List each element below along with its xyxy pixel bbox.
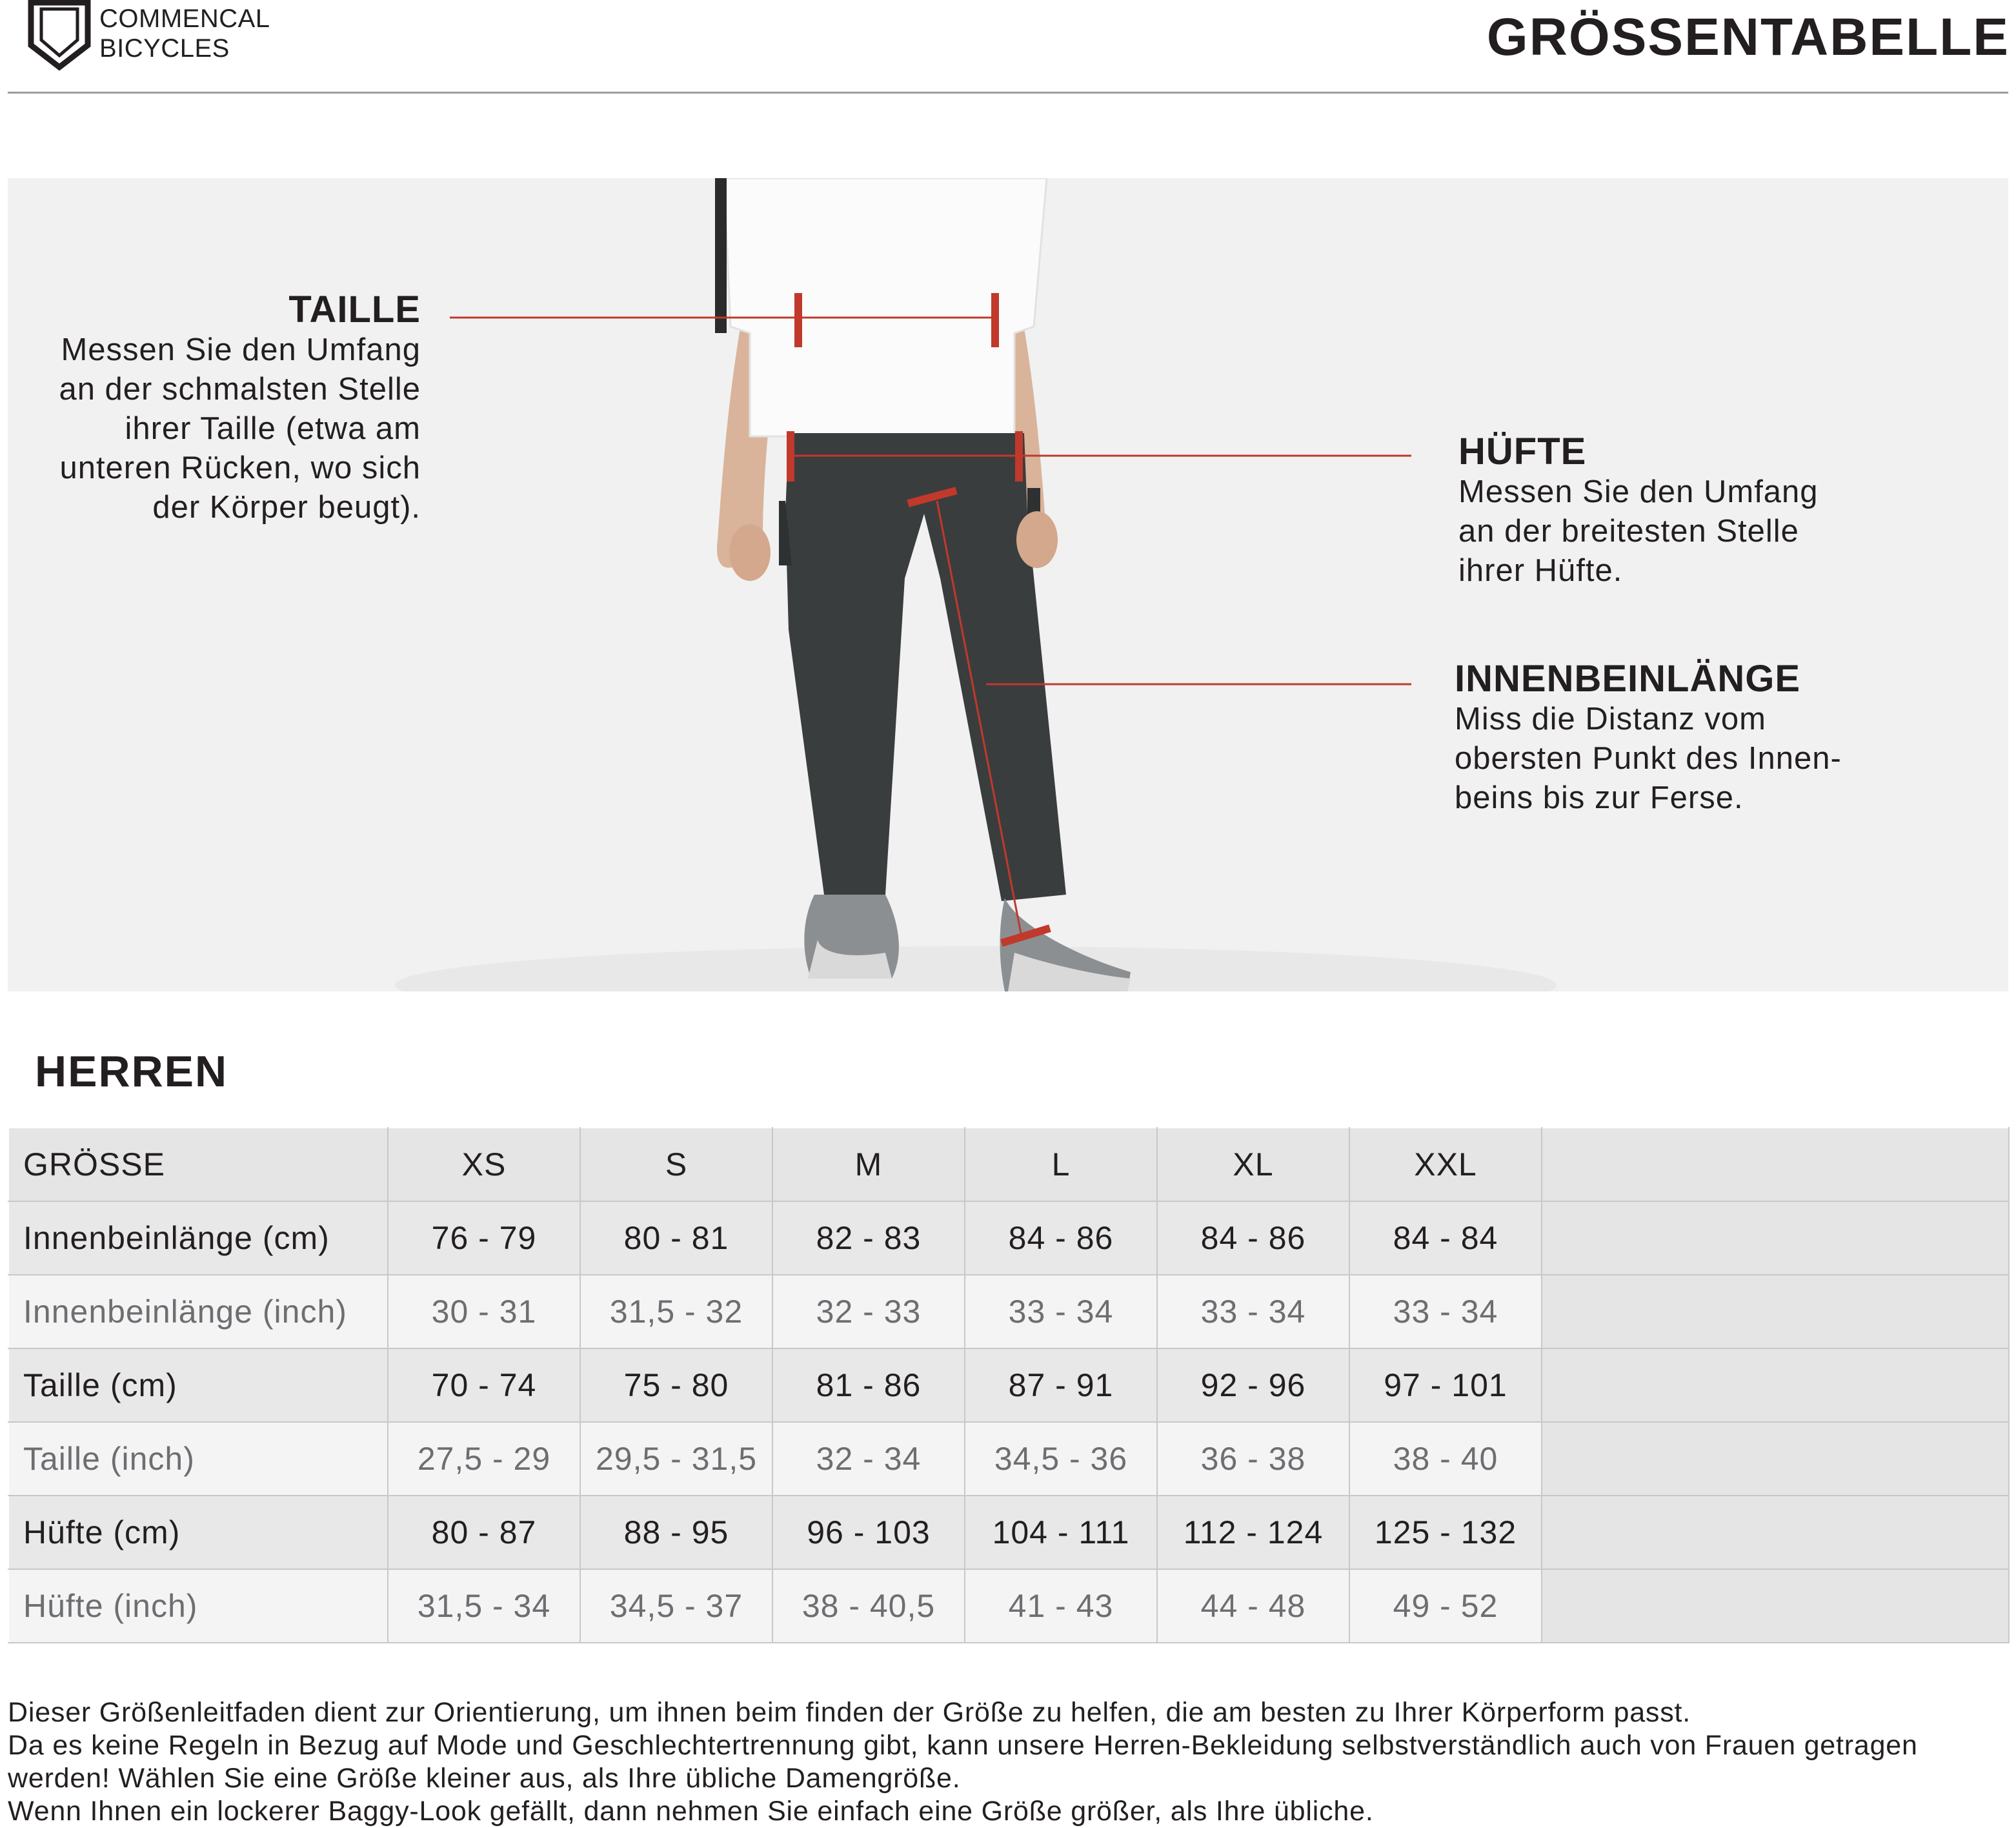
waist-callout bbox=[0, 289, 421, 527]
hip-callout bbox=[1458, 431, 1949, 591]
section-title: HERREN bbox=[35, 1047, 228, 1096]
table-row bbox=[8, 1348, 2009, 1422]
size-header: XL bbox=[1157, 1128, 1349, 1201]
footer-paragraph: Wenn Ihnen ein lockerer Baggy-Look gefällt, dann nehmen Sie einfach eine Größe größer, als Ihre übliche. bbox=[8, 1796, 1374, 1827]
table-cell: 82 - 83 bbox=[772, 1201, 965, 1275]
table-cell: 76 - 79 bbox=[388, 1201, 580, 1275]
table-filler-cell bbox=[1542, 1348, 2009, 1422]
table-cell: 31,5 - 32 bbox=[580, 1275, 772, 1348]
size-header: S bbox=[580, 1128, 772, 1201]
table-row bbox=[8, 1422, 2009, 1496]
table-cell: 38 - 40 bbox=[1349, 1422, 1542, 1496]
size-header: M bbox=[772, 1128, 965, 1201]
table-row bbox=[8, 1569, 2009, 1643]
table-cell: 49 - 52 bbox=[1349, 1569, 1542, 1643]
brand-name bbox=[99, 4, 270, 63]
table-cell: 81 - 86 bbox=[772, 1348, 965, 1422]
table-cell: 31,5 - 34 bbox=[388, 1569, 580, 1643]
header-divider bbox=[8, 92, 2008, 94]
row-label: Hüfte (inch) bbox=[8, 1569, 388, 1643]
table-cell: 29,5 - 31,5 bbox=[580, 1422, 772, 1496]
inseam-callout-title: INNENBEINLÄNGE bbox=[1455, 658, 1801, 700]
brand-shield-logo-icon bbox=[27, 0, 92, 71]
table-cell: 97 - 101 bbox=[1349, 1348, 1542, 1422]
brand-line-2: BICYCLES bbox=[99, 34, 230, 63]
hip-callout-text: Messen Sie den Umfang an der breitesten Stelle ihrer Hüfte. bbox=[1458, 474, 1819, 588]
table-cell: 38 - 40,5 bbox=[772, 1569, 965, 1643]
size-header: L bbox=[965, 1128, 1157, 1201]
table-cell: 33 - 34 bbox=[965, 1275, 1157, 1348]
table-cell: 32 - 33 bbox=[772, 1275, 965, 1348]
table-filler-cell bbox=[1542, 1128, 2009, 1201]
inseam-callout bbox=[1455, 658, 1945, 818]
table-cell: 30 - 31 bbox=[388, 1275, 580, 1348]
table-header-row bbox=[8, 1128, 2009, 1201]
size-table bbox=[8, 1127, 2010, 1643]
row-label: Taille (cm) bbox=[8, 1348, 388, 1422]
table-row bbox=[8, 1201, 2009, 1275]
footer-paragraph: Da es keine Regeln in Bezug auf Mode und Geschlechtertrennung gibt, kann unsere Herren-Bekleidung selbstverständlich auch von Frauen getragen werden! Wählen Sie eine Größe kleiner aus, als Ihre übliche Damengröße. bbox=[8, 1730, 1918, 1794]
table-cell: 80 - 81 bbox=[580, 1201, 772, 1275]
table-cell: 104 - 111 bbox=[965, 1496, 1157, 1569]
table-cell: 75 - 80 bbox=[580, 1348, 772, 1422]
table-cell: 70 - 74 bbox=[388, 1348, 580, 1422]
table-cell: 87 - 91 bbox=[965, 1348, 1157, 1422]
footer-notes bbox=[8, 1696, 2008, 1828]
table-cell: 34,5 - 36 bbox=[965, 1422, 1157, 1496]
table-cell: 27,5 - 29 bbox=[388, 1422, 580, 1496]
table-cell: 92 - 96 bbox=[1157, 1348, 1349, 1422]
table-cell: 80 - 87 bbox=[388, 1496, 580, 1569]
size-header: XS bbox=[388, 1128, 580, 1201]
table-cell: 88 - 95 bbox=[580, 1496, 772, 1569]
table-cell: 84 - 86 bbox=[1157, 1201, 1349, 1275]
hip-callout-title: HÜFTE bbox=[1458, 431, 1587, 472]
table-filler-cell bbox=[1542, 1201, 2009, 1275]
table-cell: 33 - 34 bbox=[1157, 1275, 1349, 1348]
table-cell: 34,5 - 37 bbox=[580, 1569, 772, 1643]
table-cell: 125 - 132 bbox=[1349, 1496, 1542, 1569]
row-label: Taille (inch) bbox=[8, 1422, 388, 1496]
table-cell: 36 - 38 bbox=[1157, 1422, 1349, 1496]
table-cell: 96 - 103 bbox=[772, 1496, 965, 1569]
row-label: Innenbeinlänge (inch) bbox=[8, 1275, 388, 1348]
table-filler-cell bbox=[1542, 1569, 2009, 1643]
table-cell: 32 - 34 bbox=[772, 1422, 965, 1496]
inseam-callout-text: Miss die Distanz vom obersten Punkt des Innen- beins bis zur Ferse. bbox=[1455, 702, 1842, 815]
brand-line-1: COMMENCAL bbox=[99, 5, 270, 33]
table-cell: 112 - 124 bbox=[1157, 1496, 1349, 1569]
footer-paragraph: Dieser Größenleitfaden dient zur Orientierung, um ihnen beim finden der Größe zu helfen, die am besten zu Ihrer Körperform passt. bbox=[8, 1697, 1691, 1728]
table-cell: 84 - 84 bbox=[1349, 1201, 1542, 1275]
waist-callout-title: TAILLE bbox=[288, 289, 421, 330]
size-header: XXL bbox=[1349, 1128, 1542, 1201]
table-filler-cell bbox=[1542, 1496, 2009, 1569]
header-label: GRÖSSE bbox=[8, 1128, 388, 1201]
table-filler-cell bbox=[1542, 1422, 2009, 1496]
row-label: Innenbeinlänge (cm) bbox=[8, 1201, 388, 1275]
table-cell: 44 - 48 bbox=[1157, 1569, 1349, 1643]
table-cell: 33 - 34 bbox=[1349, 1275, 1542, 1348]
table-row bbox=[8, 1275, 2009, 1348]
table-cell: 41 - 43 bbox=[965, 1569, 1157, 1643]
waist-callout-text: Messen Sie den Umfang an der schmalsten Stelle ihrer Taille (etwa am unteren Rücken, wo sich der Körper beugt). bbox=[59, 332, 421, 525]
row-label: Hüfte (cm) bbox=[8, 1496, 388, 1569]
table-filler-cell bbox=[1542, 1275, 2009, 1348]
table-row bbox=[8, 1496, 2009, 1569]
page-title: GRÖSSENTABELLE bbox=[1486, 8, 2010, 66]
table-cell: 84 - 86 bbox=[965, 1201, 1157, 1275]
